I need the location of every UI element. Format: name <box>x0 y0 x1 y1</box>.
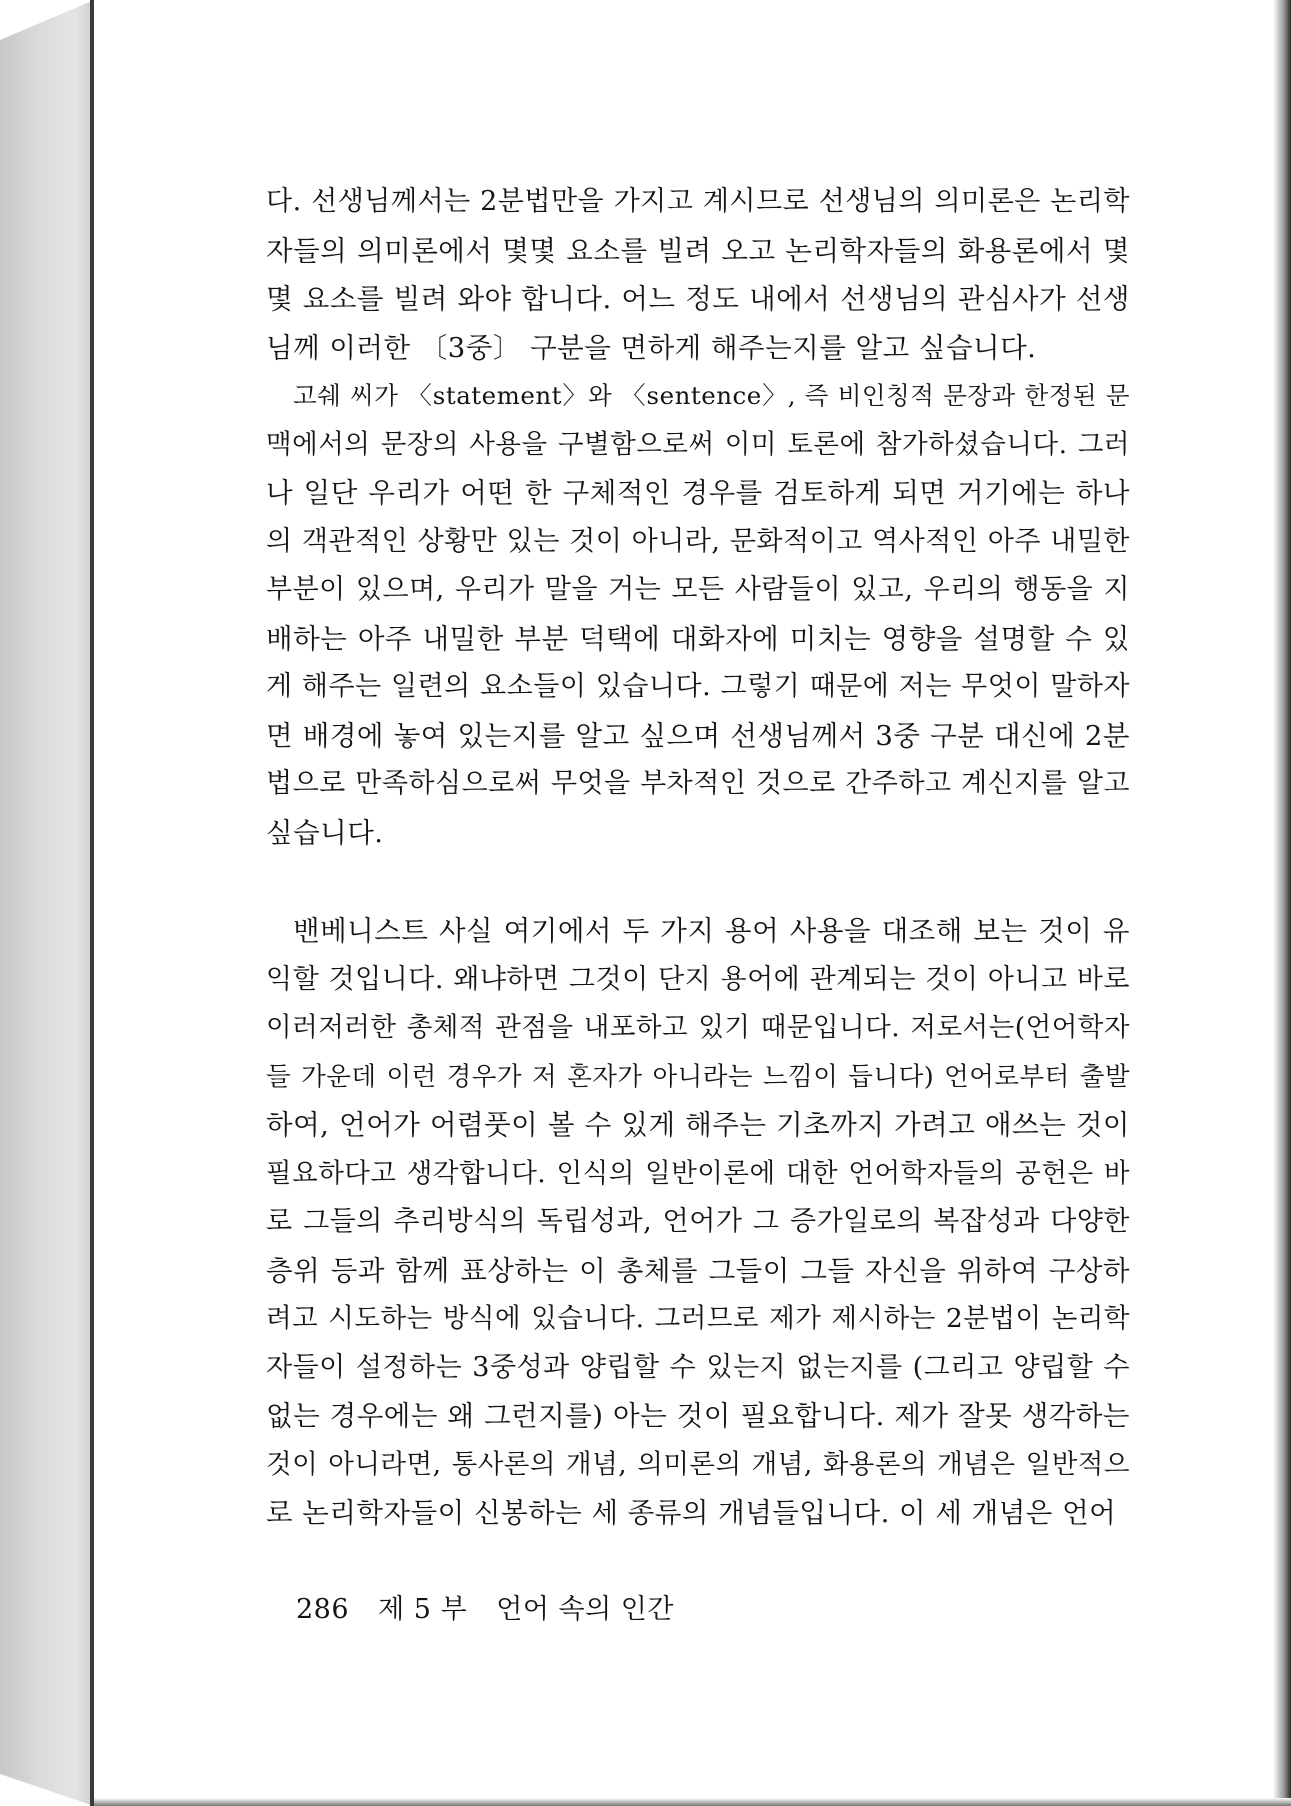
text-line: 로 논리학자들이 신봉하는 세 종류의 개념들입니다. 이 세 개념은 언어 <box>266 1497 1117 1529</box>
page-footer <box>296 1587 694 1626</box>
running-title: 언어 속의 인간 <box>496 1594 674 1625</box>
text-line: 려고 시도하는 방식에 있습니다. 그러므로 제가 제시하는 2분법이 논리학 <box>266 1303 1130 1334</box>
text-line: 것이 아니라면, 통사론의 개념, 의미론의 개념, 화용론의 개념은 일반적으 <box>266 1448 1130 1480</box>
text-line: 층위 등과 함께 표상하는 이 총체를 그들이 그들 자신을 위하여 구상하 <box>266 1254 1130 1287</box>
text-line: 싶습니다. <box>266 816 384 849</box>
page-number: 286 <box>296 1594 350 1625</box>
text-line: 부분이 있으며, 우리가 말을 거는 모든 사람들이 있고, 우리의 행동을 지 <box>266 574 1130 605</box>
text-line: 익할 것입니다. 왜냐하면 그것이 단지 용어에 관계되는 것이 아니고 바로 <box>266 963 1130 995</box>
page-stack-side <box>0 0 94 1806</box>
page-edge-line <box>90 0 94 1806</box>
part-label: 제 5 부 <box>378 1594 468 1625</box>
text-line: 필요하다고 생각합니다. 인식의 일반이론에 대한 언어학자들의 공헌은 바 <box>266 1157 1130 1189</box>
paragraph <box>266 178 1130 372</box>
text-line: 이러저러한 총체적 관점을 내포하고 있기 때문입니다. 저로서는(언어학자 <box>266 1012 1130 1043</box>
text-line: 나 일단 우리가 어떤 한 구체적인 경우를 검토하게 되면 거기에는 하나 <box>266 477 1130 509</box>
text-line: 자들의 의미론에서 몇몇 요소를 빌려 오고 논리학자들의 화용론에서 몇 <box>266 234 1130 267</box>
text-line: 배하는 아주 내밀한 부분 덕택에 대화자에 미치는 영향을 설명할 수 있 <box>266 622 1130 655</box>
text-line: 로 그들의 추리방식의 독립성과, 언어가 그 증가일로의 복잡성과 다양한 <box>266 1206 1130 1237</box>
text-line: 면 배경에 놓여 있는지를 알고 싶으며 선생님께서 3중 구분 대신에 2분 <box>266 719 1130 752</box>
text-line: 하여, 언어가 어렴풋이 볼 수 있게 해주는 기초까지 가려고 애쓰는 것이 <box>266 1109 1130 1141</box>
text-line: 들 가운데 이런 경우가 저 혼자가 아니라는 느낌이 듭니다) 언어로부터 출발 <box>266 1061 1130 1092</box>
right-edge-shadow <box>1273 0 1291 1806</box>
paragraph <box>266 907 1130 1538</box>
text-line: 없는 경우에는 왜 그런지를) 아는 것이 필요합니다. 제가 잘못 생각하는 <box>266 1400 1130 1432</box>
page-body <box>266 178 1130 1538</box>
bottom-edge-shadow <box>94 1798 1291 1806</box>
text-line: 맥에서의 문장의 사용을 구별함으로써 이미 토론에 참가하셨습니다. 그러 <box>266 428 1130 460</box>
paragraph <box>266 372 1130 857</box>
text-line: 법으로 만족하심으로써 무엇을 부차적인 것으로 간주하고 계신지를 알고 <box>266 768 1130 799</box>
text-line: 고쉐 씨가 〈statement〉와 〈sentence〉, 즉 비인칭적 문장과 한정된 문 <box>293 381 1130 410</box>
text-line: 다. 선생님께서는 2분법만을 가지고 계시므로 선생님의 의미론은 논리학 <box>266 186 1130 217</box>
text-line: 의 객관적인 상황만 있는 것이 아니라, 문화적이고 역사적인 아주 내밀한 <box>266 525 1130 557</box>
text-line: 게 해주는 일련의 요소들이 있습니다. 그렇기 때문에 저는 무엇이 말하자 <box>266 671 1130 702</box>
paragraph-gap <box>266 857 1130 907</box>
text-line: 자들이 설정하는 3중성과 양립할 수 있는지 없는지를 (그리고 양립할 수 <box>266 1351 1130 1383</box>
text-line: 밴베니스트 사실 여기에서 두 가지 용어 사용을 대조해 보는 것이 유 <box>293 915 1130 947</box>
book-page-edge <box>0 0 94 1806</box>
text-line: 님께 이러한 〔3중〕 구분을 면하게 해주는지를 알고 싶습니다. <box>266 331 1037 364</box>
text-line: 몇 요소를 빌려 와야 합니다. 어느 정도 내에서 선생님의 관심사가 선생 <box>266 283 1130 315</box>
